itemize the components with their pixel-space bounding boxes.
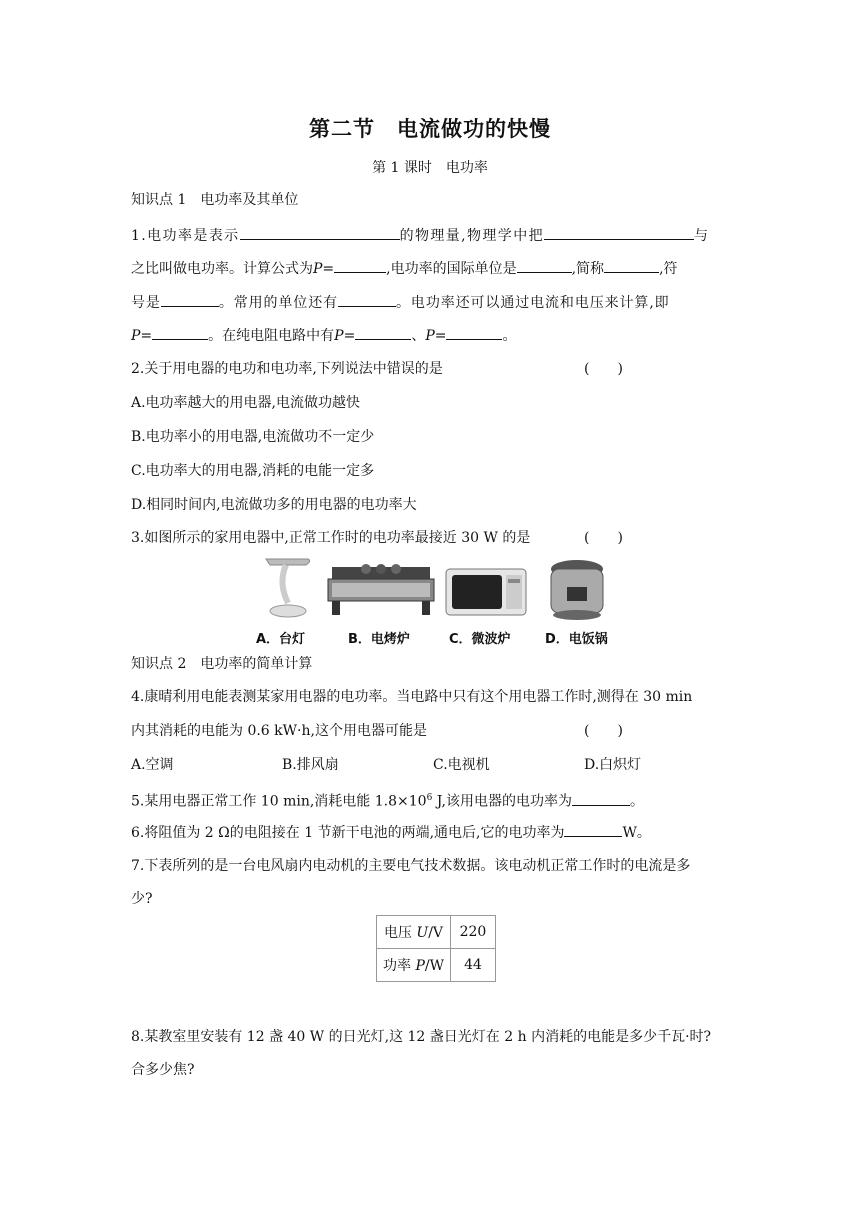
q1-line2: 之比叫做电功率。计算公式为P= ,电功率的国际单位是 ,简称 ,符 [131, 258, 678, 279]
blank [355, 325, 411, 340]
q3-stem: 3.如图所示的家用电器中,正常工作时的电功率最接近 30 W 的是 [131, 530, 531, 546]
lesson-subtitle: 第 1 课时 电功率 [372, 160, 488, 176]
q2-option-a: A.电功率越大的用电器,电流做功越快 [131, 395, 361, 411]
q7-line2: 少? [131, 891, 153, 907]
q2-option-b: B.电功率小的用电器,电流做功不一定少 [131, 429, 375, 445]
blank [334, 258, 386, 273]
caption-a: A．台灯 [256, 632, 306, 647]
q4-line1: 4.康晴利用电能表测某家用电器的电功率。当电路中只有这个用电器工作时,测得在 30 min [131, 689, 693, 705]
electric-grill-image [326, 561, 436, 623]
rice-cooker-image [546, 557, 608, 623]
blank [517, 258, 572, 273]
q2-answer-paren: ( ) [584, 361, 623, 377]
blank [572, 791, 630, 806]
q4-option-a: A.空调 [131, 757, 174, 773]
q4-option-b: B.排风扇 [282, 757, 339, 773]
q4-answer-paren: ( ) [584, 723, 623, 739]
blank [152, 325, 208, 340]
blank [604, 258, 659, 273]
q1-line4: P= 。在纯电阻电路中有P= 、P= 。 [131, 325, 516, 346]
blank [564, 822, 622, 837]
page-title: 第二节 电流做功的快慢 [309, 117, 551, 141]
blank [338, 292, 396, 307]
q1-line1: 1.电功率是表示 的物理量,物理学中把 与 [131, 225, 709, 246]
q8-line1: 8.某教室里安装有 12 盏 40 W 的日光灯,这 12 盏日光灯在 2 h 内消耗的电能是多少千瓦·时? [131, 1029, 712, 1045]
q4-option-c: C.电视机 [433, 757, 490, 773]
table-row [377, 916, 496, 949]
caption-c: C．微波炉 [449, 632, 511, 647]
q1-line3: 号是 。常用的单位还有 。电功率还可以通过电流和电压来计算,即 [131, 292, 670, 313]
knowledge-point-2: 知识点 2 电功率的简单计算 [131, 656, 313, 672]
blank [240, 225, 400, 240]
table-cell-label: 功率 P/W [377, 949, 451, 982]
motor-spec-table [376, 915, 496, 982]
knowledge-point-1: 知识点 1 电功率及其单位 [131, 192, 299, 208]
blank [161, 292, 219, 307]
table-row [377, 949, 496, 982]
q4-option-d: D.白炽灯 [584, 757, 642, 773]
q5-line: 5.某用电器正常工作 10 min,消耗电能 $1.8\times 10^6$ J,该用电器的电功率为 。 [131, 788, 644, 812]
caption-d: D．电饭锅 [545, 632, 608, 647]
microwave-image [444, 567, 528, 619]
q8-line2: 合多少焦? [131, 1062, 195, 1078]
table-cell-value: 44 [450, 949, 495, 982]
desk-lamp-image [248, 553, 318, 623]
q3-answer-paren: ( ) [584, 530, 623, 546]
table-cell-value: 220 [450, 916, 495, 949]
q2-option-d: D.相同时间内,电流做功多的用电器的电功率大 [131, 497, 417, 513]
q2-option-c: C.电功率大的用电器,消耗的电能一定多 [131, 463, 375, 479]
caption-b: B．电烤炉 [348, 632, 410, 647]
q4-line2: 内其消耗的电能为 0.6 kW·h,这个用电器可能是 [131, 723, 427, 739]
q7-line1: 7.下表所列的是一台电风扇内电动机的主要电气技术数据。该电动机正常工作时的电流是多 [131, 858, 691, 874]
q6-line: 6.将阻值为 2 Ω的电阻接在 1 节新干电池的两端,通电后,它的电功率为 W。 [131, 822, 651, 843]
blank [544, 225, 694, 240]
blank [446, 325, 502, 340]
table-cell-label: 电压 U/V [377, 916, 451, 949]
q2-stem: 2.关于用电器的电功和电功率,下列说法中错误的是 [131, 361, 443, 377]
